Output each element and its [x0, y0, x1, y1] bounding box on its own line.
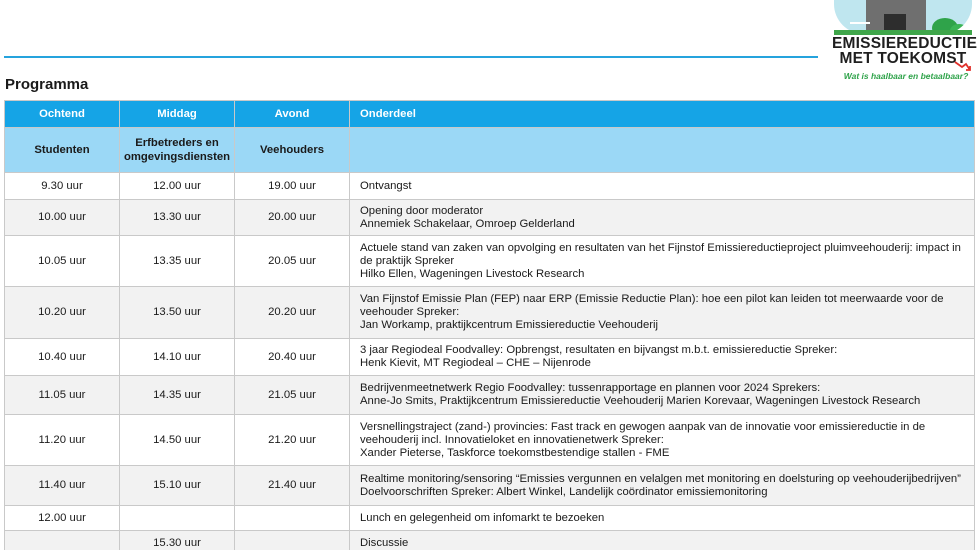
logo-title-line2: MET TOEKOMST — [839, 50, 967, 67]
audience-avond: Veehouders — [235, 128, 350, 173]
cell-middag: 15.10 uur — [120, 466, 235, 506]
logo-tagline: Wat is haalbaar en betaalbaar? — [843, 71, 969, 81]
logo-title-line1: EMISSIEREDUCTIE — [832, 35, 978, 52]
table-row — [5, 173, 975, 200]
item-speaker: Jan Workamp, praktijkcentrum Emissiereductie Veehouderij — [360, 319, 659, 331]
cell-onderdeel — [350, 531, 975, 550]
cell-onderdeel — [350, 236, 975, 287]
cell-middag — [120, 506, 235, 531]
table-row — [5, 466, 975, 506]
table-row — [5, 376, 975, 415]
cell-onderdeel — [350, 200, 975, 236]
table-header-row — [5, 101, 975, 128]
audience-onderdeel — [350, 128, 975, 173]
audience-middag: Erfbetreders en omgevingsdiensten — [120, 128, 235, 173]
item-speaker: Xander Pieterse, Taskforce toekomstbestendige stallen - FME — [360, 446, 670, 459]
cell-onderdeel — [350, 415, 975, 466]
cell-ochtend: 10.05 uur — [5, 236, 120, 287]
cell-avond: 20.40 uur — [235, 339, 350, 376]
cell-avond: 21.20 uur — [235, 415, 350, 466]
program-table — [4, 100, 975, 550]
item-title: Realtime monitoring/sensoring “Emissies vergunnen en velalgen met monitoring en doelsturing op veehouderijbedrijven” Doelvoorschriften Spreker: Albert Winkel, Landelijk coördinator emissiemonitoring — [360, 472, 961, 498]
table-audience-row — [5, 128, 975, 173]
cell-avond: 20.00 uur — [235, 200, 350, 236]
cell-middag: 15.30 uur — [120, 531, 235, 550]
item-title: Bedrijvenmeetnetwerk Regio Foodvalley: tussenrapportage en plannen voor 2024 Sprekers: — [360, 382, 821, 394]
header-avond: Avond — [235, 101, 350, 128]
cell-onderdeel — [350, 376, 975, 415]
cell-avond — [235, 506, 350, 531]
header-ochtend: Ochtend — [5, 101, 120, 128]
cell-ochtend: 10.20 uur — [5, 287, 120, 339]
item-title: 3 jaar Regiodeal Foodvalley: Opbrengst, resultaten en bijvangst m.b.t. emissiereductie Spreker: — [360, 344, 838, 356]
cell-middag: 14.50 uur — [120, 415, 235, 466]
header-onderdeel: Onderdeel — [350, 101, 975, 128]
item-speaker: Henk Kievit, MT Regiodeal – CHE – Nijenrode — [360, 357, 591, 369]
table-row — [5, 531, 975, 550]
logo-illustration — [834, 0, 972, 34]
item-speaker: Annemiek Schakelaar, Omroep Gelderland — [360, 217, 575, 230]
cell-ochtend: 11.05 uur — [5, 376, 120, 415]
cell-middag: 13.35 uur — [120, 236, 235, 287]
item-title: Ontvangst — [360, 179, 412, 192]
cell-avond: 21.40 uur — [235, 466, 350, 506]
cell-ochtend: 11.20 uur — [5, 415, 120, 466]
item-title: Discussie — [360, 537, 409, 549]
table-row — [5, 287, 975, 339]
item-title: Versnellingstraject (zand-) provincies: Fast track en gewogen aanpak van de innovatie voor emissiereductie in de veehouderij incl. Innovatieloket en innovatienetwerk Spreker: — [360, 420, 926, 446]
cell-avond — [235, 531, 350, 550]
header-middag: Middag — [120, 101, 235, 128]
cell-onderdeel — [350, 506, 975, 531]
cell-ochtend: 12.00 uur — [5, 506, 120, 531]
cell-avond: 21.05 uur — [235, 376, 350, 415]
cell-onderdeel — [350, 339, 975, 376]
cell-middag: 14.10 uur — [120, 339, 235, 376]
item-title: Lunch en gelegenheid om infomarkt te bezoeken — [360, 511, 605, 524]
cell-middag: 14.35 uur — [120, 376, 235, 415]
cell-ochtend: 11.40 uur — [5, 466, 120, 506]
table-row — [5, 415, 975, 466]
cell-avond: 19.00 uur — [235, 173, 350, 200]
cell-onderdeel — [350, 287, 975, 339]
emissiereductie-logo — [826, 0, 978, 86]
cell-middag: 12.00 uur — [120, 173, 235, 200]
cell-avond: 20.20 uur — [235, 287, 350, 339]
cell-avond: 20.05 uur — [235, 236, 350, 287]
item-speaker: Anne-Jo Smits, Praktijkcentrum Emissiereductie Veehouderij Marien Korevaar, Wageningen Livestock Research — [360, 395, 921, 407]
page-title: Programma — [5, 76, 89, 93]
item-speaker: Hilko Ellen, Wageningen Livestock Research — [360, 267, 585, 280]
item-title: Opening door moderator — [360, 204, 484, 217]
item-title: Actuele stand van zaken van opvolging en resultaten van het Fijnstof Emissiereductieproject pluimveehouderij: impact in de praktijk Spreker — [360, 241, 961, 267]
cell-middag: 13.50 uur — [120, 287, 235, 339]
cell-ochtend: 10.00 uur — [5, 200, 120, 236]
cell-middag: 13.30 uur — [120, 200, 235, 236]
table-row — [5, 200, 975, 236]
item-title: Van Fijnstof Emissie Plan (FEP) naar ERP (Emissie Reductie Plan): hoe een pilot kan leiden tot meerwaarde voor de veehouder Spreker: — [360, 293, 944, 318]
cell-ochtend: 9.30 uur — [5, 173, 120, 200]
cell-onderdeel — [350, 466, 975, 506]
table-row — [5, 339, 975, 376]
audience-ochtend: Studenten — [5, 128, 120, 173]
table-row — [5, 236, 975, 287]
header-rule — [4, 56, 818, 58]
cell-ochtend: 10.40 uur — [5, 339, 120, 376]
table-row — [5, 506, 975, 531]
cell-ochtend — [5, 531, 120, 550]
cell-onderdeel — [350, 173, 975, 200]
